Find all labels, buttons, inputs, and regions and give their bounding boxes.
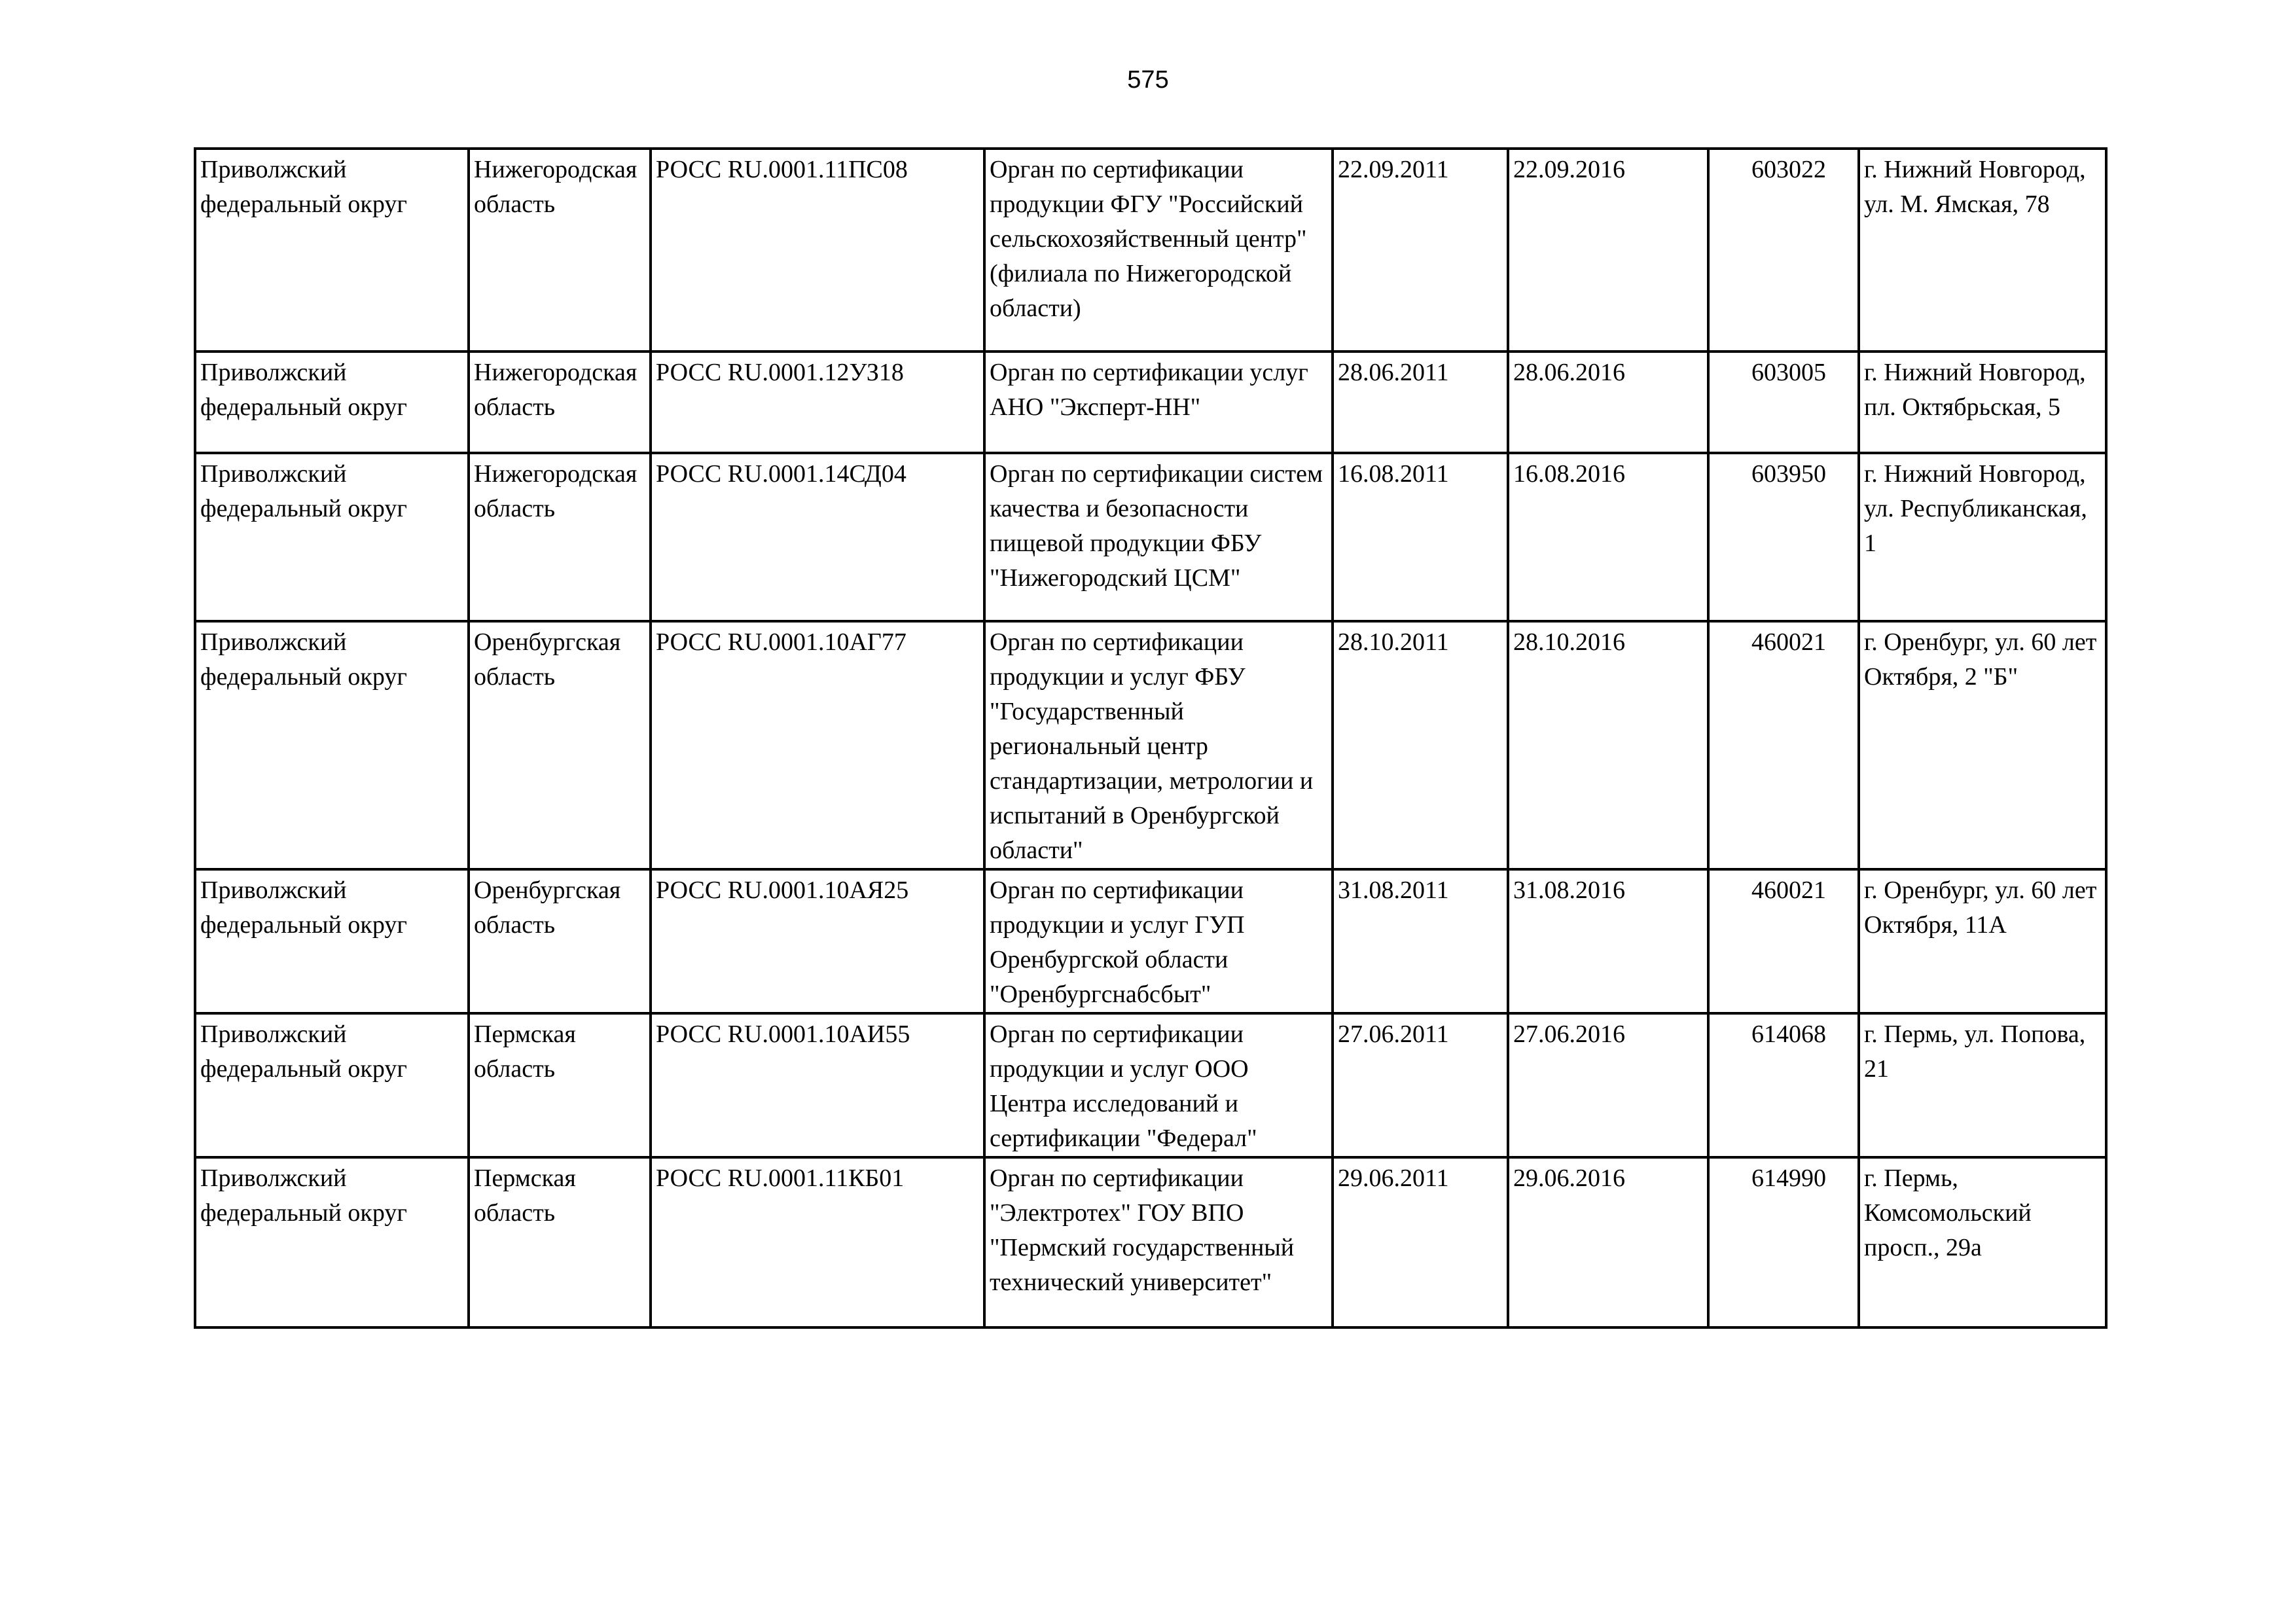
reg-number-cell: РОСС RU.0001.11КБ01 — [651, 1157, 984, 1327]
page-number: 575 — [1127, 66, 1169, 94]
address-cell: г. Пермь, ул. Попова, 21 — [1859, 1013, 2106, 1157]
date-to-cell: 27.06.2016 — [1508, 1013, 1708, 1157]
reg-number-cell: РОСС RU.0001.10АИ55 — [651, 1013, 984, 1157]
district-cell: Приволжский федеральный округ — [195, 1157, 469, 1327]
district-cell: Приволжский федеральный округ — [195, 149, 469, 352]
table-row — [195, 621, 2106, 869]
date-from-cell: 28.10.2011 — [1333, 621, 1508, 869]
district-cell: Приволжский федеральный округ — [195, 1013, 469, 1157]
certification-body-cell: Орган по сертификации продукции и услуг ООО Центра исследований и сертификации "Федерал" — [984, 1013, 1333, 1157]
district-cell: Приволжский федеральный округ — [195, 869, 469, 1013]
certification-body-cell: Орган по сертификации продукции и услуг ГУП Оренбургской области "Оренбургснабсбыт" — [984, 869, 1333, 1013]
address-cell: г. Нижний Новгород, ул. Республиканская, 1 — [1859, 453, 2106, 621]
region-cell: Пермская область — [469, 1157, 651, 1327]
date-from-cell: 31.08.2011 — [1333, 869, 1508, 1013]
district-cell: Приволжский федеральный округ — [195, 352, 469, 453]
reg-number-cell: РОСС RU.0001.10АГ77 — [651, 621, 984, 869]
reg-number-cell: РОСС RU.0001.12УЗ18 — [651, 352, 984, 453]
table-row — [195, 352, 2106, 453]
postcode-cell: 603950 — [1708, 453, 1859, 621]
date-from-cell: 16.08.2011 — [1333, 453, 1508, 621]
district-cell: Приволжский федеральный округ — [195, 621, 469, 869]
certification-bodies-table — [194, 147, 2108, 1329]
table-row — [195, 1157, 2106, 1327]
certification-body-cell: Орган по сертификации систем качества и безопасности пищевой продукции ФБУ "Нижегородский ЦСМ" — [984, 453, 1333, 621]
region-cell: Нижегородская область — [469, 352, 651, 453]
certification-body-cell: Орган по сертификации продукции ФГУ "Российский сельскохозяйственный центр" (филиала по Нижегородской области) — [984, 149, 1333, 352]
date-to-cell: 29.06.2016 — [1508, 1157, 1708, 1327]
date-from-cell: 28.06.2011 — [1333, 352, 1508, 453]
reg-number-cell: РОСС RU.0001.11ПС08 — [651, 149, 984, 352]
region-cell: Оренбургская область — [469, 869, 651, 1013]
region-cell: Пермская область — [469, 1013, 651, 1157]
date-to-cell: 16.08.2016 — [1508, 453, 1708, 621]
address-cell: г. Нижний Новгород, ул. М. Ямская, 78 — [1859, 149, 2106, 352]
postcode-cell: 460021 — [1708, 621, 1859, 869]
certification-body-cell: Орган по сертификации "Электротех" ГОУ ВПО "Пермский государственный технический университет" — [984, 1157, 1333, 1327]
certification-body-cell: Орган по сертификации продукции и услуг ФБУ "Государственный региональный центр стандартизации, метрологии и испытаний в Оренбургской области" — [984, 621, 1333, 869]
postcode-cell: 460021 — [1708, 869, 1859, 1013]
reg-number-cell: РОСС RU.0001.14СД04 — [651, 453, 984, 621]
date-from-cell: 27.06.2011 — [1333, 1013, 1508, 1157]
reg-number-cell: РОСС RU.0001.10АЯ25 — [651, 869, 984, 1013]
certification-body-cell: Орган по сертификации услуг АНО "Эксперт-НН" — [984, 352, 1333, 453]
postcode-cell: 603022 — [1708, 149, 1859, 352]
table-row — [195, 453, 2106, 621]
table-row — [195, 1013, 2106, 1157]
region-cell: Оренбургская область — [469, 621, 651, 869]
region-cell: Нижегородская область — [469, 149, 651, 352]
table-row — [195, 149, 2106, 352]
address-cell: г. Пермь, Комсомольский просп., 29а — [1859, 1157, 2106, 1327]
address-cell: г. Оренбург, ул. 60 лет Октября, 11А — [1859, 869, 2106, 1013]
postcode-cell: 603005 — [1708, 352, 1859, 453]
postcode-cell: 614068 — [1708, 1013, 1859, 1157]
table-row — [195, 869, 2106, 1013]
date-to-cell: 31.08.2016 — [1508, 869, 1708, 1013]
address-cell: г. Нижний Новгород, пл. Октябрьская, 5 — [1859, 352, 2106, 453]
postcode-cell: 614990 — [1708, 1157, 1859, 1327]
region-cell: Нижегородская область — [469, 453, 651, 621]
date-to-cell: 28.06.2016 — [1508, 352, 1708, 453]
address-cell: г. Оренбург, ул. 60 лет Октября, 2 "Б" — [1859, 621, 2106, 869]
date-to-cell: 28.10.2016 — [1508, 621, 1708, 869]
date-to-cell: 22.09.2016 — [1508, 149, 1708, 352]
date-from-cell: 22.09.2011 — [1333, 149, 1508, 352]
district-cell: Приволжский федеральный округ — [195, 453, 469, 621]
date-from-cell: 29.06.2011 — [1333, 1157, 1508, 1327]
